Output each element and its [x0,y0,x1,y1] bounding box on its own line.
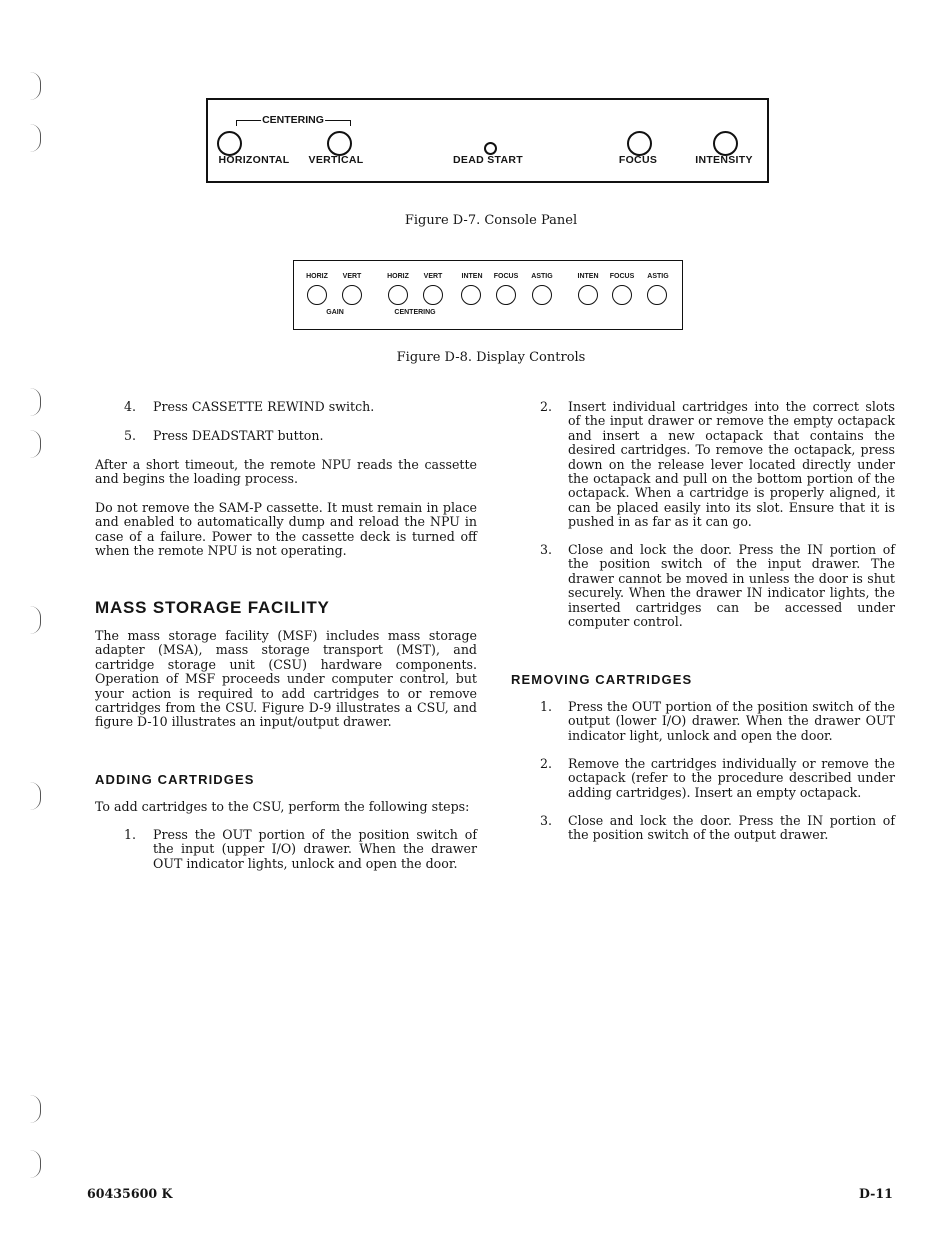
step-text: Press DEADSTART button. [153,428,324,443]
display-knob [532,285,552,305]
binder-mark [30,72,41,100]
step-number: 1. [540,699,553,714]
step-text: Close and lock the door. Press the IN portion of the position switch of the input drawer. The drawer cannot be moved in unless the door is shut securely. When the drawer IN indicator lights, the inserted cartridges can be accessed under computer control. [568,542,895,630]
display-label-inten: INTEN [577,273,599,280]
vertical-knob [327,131,352,156]
subsection-heading: ADDING CARTRIDGES [95,772,255,787]
display-label-vert: VERT [423,273,443,280]
step-number: 2. [540,756,553,771]
focus-knob [627,131,652,156]
display-knob [342,285,362,305]
step-number: 2. [540,399,553,414]
binder-mark [30,124,41,152]
binder-mark [30,1150,41,1178]
display-knob [388,285,408,305]
step-number: 5. [124,428,137,443]
display-label-inten: INTEN [461,273,483,280]
paragraph: The mass storage facility (MSF) includes mass storage adapter (MSA), mass storage transport (MST), and cartridge storage unit (CSU) hardware components. Operation of MSF proceeds under computer control, but your action is required to add cartridges to or remove cartridges from the CSU. Figure D-9 illustrates a CSU, and figure D-10 illustrates an input/output drawer. [95,628,477,730]
step-number: 3. [540,542,553,557]
display-label-astig: ASTIG [647,273,669,280]
display-label-focus: FOCUS [493,273,519,280]
binder-mark [30,1095,41,1123]
paragraph: Do not remove the SAM-P cassette. It must remain in place and enabled to automatically dump and reload the NPU in case of a failure. Power to the cassette deck is turned off when the remote NPU is not operating. [95,500,477,559]
horizontal-label: HORIZONTAL [218,154,290,166]
step-text: Remove the cartridges individually or remove the octapack (refer to the procedure described under adding cartridges). Insert an empty octapack. [568,756,895,800]
display-knob [578,285,598,305]
document-number: 60435600 K [87,1186,173,1201]
step-text: Press the OUT portion of the position switch of the input (upper I/O) drawer. When the drawer OUT indicator lights, unlock and open the door. [153,827,477,871]
centering-label: CENTERING [394,309,436,316]
binder-mark [30,606,41,634]
display-knob [423,285,443,305]
horizontal-knob [217,131,242,156]
gain-label: GAIN [326,309,344,316]
vertical-label: VERTICAL [308,154,364,166]
display-knob [307,285,327,305]
paragraph: After a short timeout, the remote NPU reads the cassette and begins the loading process. [95,457,477,487]
display-label-horiz: HORIZ [387,273,409,280]
step-text: Press the OUT portion of the position switch of the output (lower I/O) drawer. When the drawer OUT indicator light, unlock and open the door. [568,699,895,743]
centering-label: CENTERING [262,114,324,126]
step-text: Insert individual cartridges into the correct slots of the input drawer or remove the empty octapack and insert a new octapack that contains the desired cartridges. To remove the octapack, press down on the release lever located directly under the octapack and pull on the bottom portion of the octapack. When a cartridge is properly aligned, it can be placed easily into its slot. Ensure that it is pushed in as far as it can go. [568,399,895,530]
step-number: 3. [540,813,553,828]
display-knob [496,285,516,305]
page-number: D-11 [859,1186,893,1201]
display-knob [461,285,481,305]
step-number: 1. [124,827,137,842]
display-label-vert: VERT [342,273,362,280]
intensity-label: INTENSITY [695,154,753,166]
subsection-heading: REMOVING CARTRIDGES [511,672,693,687]
dead-start-label: DEAD START [453,154,523,166]
display-controls-figure [293,260,683,330]
display-knob [612,285,632,305]
display-label-focus: FOCUS [609,273,635,280]
step-text: Press CASSETTE REWIND switch. [153,399,375,414]
step-number: 4. [124,399,137,414]
binder-mark [30,782,41,810]
paragraph: To add cartridges to the CSU, perform the following steps: [95,799,470,814]
console-panel-figure [206,98,769,183]
display-label-astig: ASTIG [531,273,553,280]
display-knob [647,285,667,305]
section-heading: MASS STORAGE FACILITY [95,598,330,617]
figure-d8-caption: Figure D-8. Display Controls [396,350,586,365]
focus-label: FOCUS [618,154,658,166]
figure-d7-caption: Figure D-7. Console Panel [404,213,578,228]
binder-mark [30,388,41,416]
binder-mark [30,430,41,458]
display-label-horiz: HORIZ [306,273,328,280]
step-text: Close and lock the door. Press the IN portion of the position switch of the output drawer. [568,813,895,843]
intensity-knob [713,131,738,156]
